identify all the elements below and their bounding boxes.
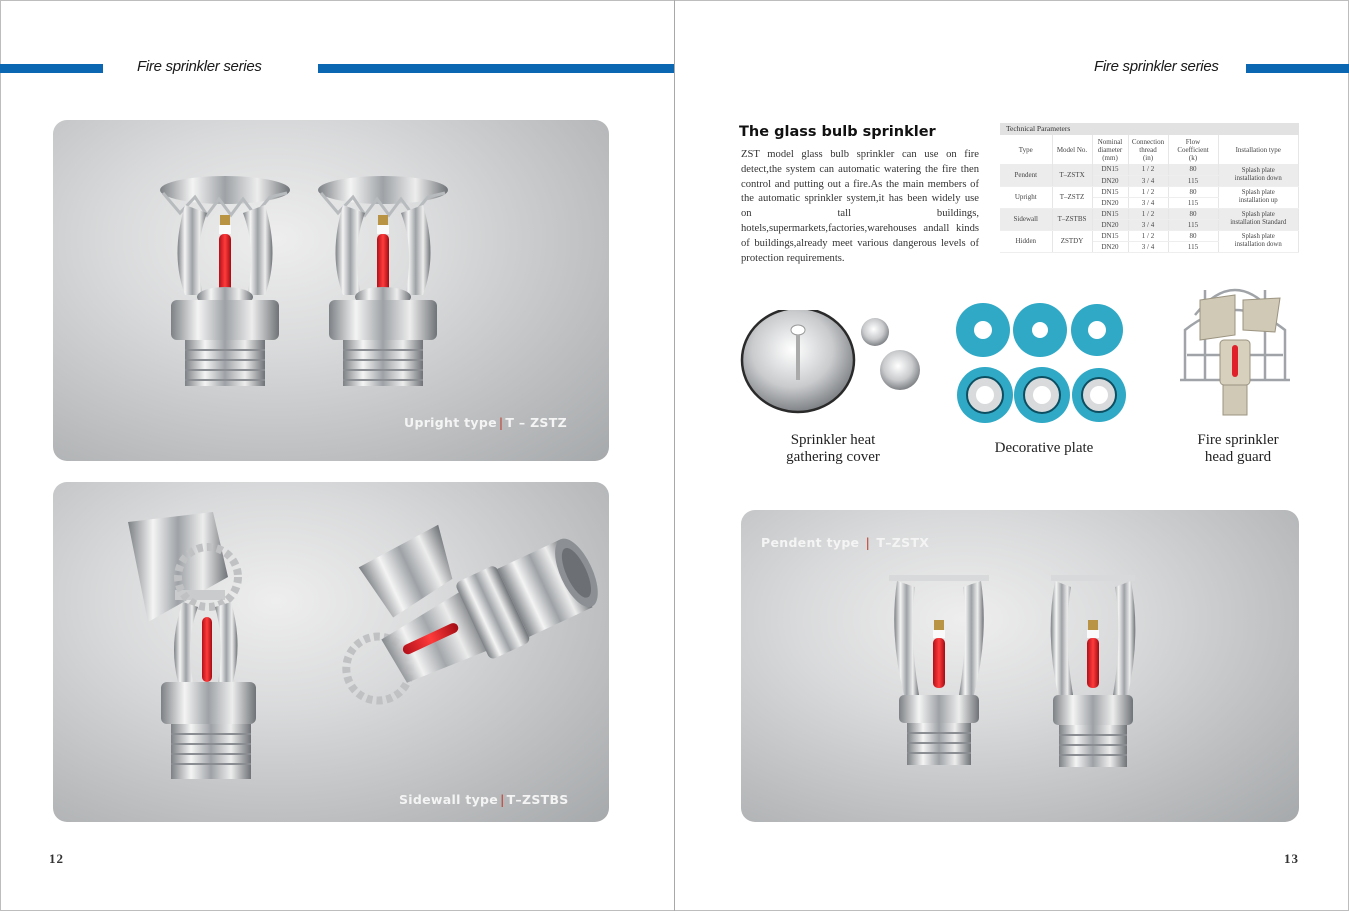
cell-model: ZSTDY xyxy=(1052,230,1092,252)
heat-gathering-cover-image xyxy=(740,310,925,420)
cell-thread: 1 / 2 xyxy=(1128,230,1168,241)
pendent-sprinkler-photo xyxy=(741,510,1299,822)
card-type-text: Pendent type xyxy=(761,535,860,550)
sidewall-sprinkler-photo xyxy=(53,482,609,822)
card-model-text: T–ZSTBS xyxy=(506,792,569,807)
header-bar-right xyxy=(1246,64,1349,73)
cell-thread: 3 / 4 xyxy=(1128,197,1168,208)
page-number-right: 13 xyxy=(1284,851,1299,866)
upright-type-label xyxy=(404,415,567,430)
card-type-text: Upright type xyxy=(404,415,497,430)
cell-model: T–ZSTZ xyxy=(1052,186,1092,208)
upright-sprinklers-image xyxy=(53,120,609,461)
table-caption: Technical Parameters xyxy=(1000,123,1299,135)
cell-diameter: DN15 xyxy=(1092,186,1128,197)
left-series-title: Fire sprinkler series xyxy=(137,58,262,75)
cell-thread: 1 / 2 xyxy=(1128,186,1168,197)
accessory-label-decorative-plate: Decorative plate xyxy=(994,440,1094,456)
cell-thread: 1 / 2 xyxy=(1128,208,1168,219)
cell-installation: Splash plate installation down xyxy=(1218,230,1299,252)
cell-installation: Splash plate installation down xyxy=(1218,164,1299,186)
cell-flow: 115 xyxy=(1168,175,1218,186)
table-header-row xyxy=(1000,135,1299,164)
cell-diameter: DN20 xyxy=(1092,197,1128,208)
cell-thread: 3 / 4 xyxy=(1128,241,1168,252)
cell-diameter: DN20 xyxy=(1092,219,1128,230)
cell-diameter: DN15 xyxy=(1092,164,1128,175)
cell-thread: 3 / 4 xyxy=(1128,219,1168,230)
cell-type: Sidewall xyxy=(1000,208,1052,230)
accessory-label-heat-cover: Sprinkler heat gathering cover xyxy=(786,432,880,465)
technical-parameters-table xyxy=(1000,123,1299,253)
label-separator: | xyxy=(500,792,505,807)
cell-diameter: DN15 xyxy=(1092,208,1128,219)
cell-type: Hidden xyxy=(1000,230,1052,252)
head-guard-image xyxy=(1175,270,1295,420)
cell-flow: 115 xyxy=(1168,241,1218,252)
card-type-text: Sidewall type xyxy=(399,792,499,807)
cell-flow: 80 xyxy=(1168,186,1218,197)
cell-diameter: DN20 xyxy=(1092,175,1128,186)
pendent-sprinklers-image xyxy=(741,510,1299,822)
cell-diameter: DN15 xyxy=(1092,230,1128,241)
table-row xyxy=(1000,164,1299,175)
section-description: ZST model glass bulb sprinkler can use on fire detect,the system can automatic watering the fire then control and putting out a fire.As the main members of the automatic sprinkler system,it has been widely use on tall buildings, hotels,supermarkets,factories,warehouses andall kinds of buildings,already meet various dangerous levels of protection requirements. xyxy=(741,149,979,264)
right-series-title: Fire sprinkler series xyxy=(1094,58,1219,75)
col-header-thread: Connection thread (in) xyxy=(1128,135,1168,164)
cell-flow: 80 xyxy=(1168,164,1218,175)
upright-sprinkler-photo xyxy=(53,120,609,461)
label-separator: | xyxy=(498,415,504,430)
header-bar-left-short xyxy=(0,64,103,73)
col-header-flow: Flow Coefficient (k) xyxy=(1168,135,1218,164)
cell-model: T–ZSTX xyxy=(1052,164,1092,186)
cell-flow: 80 xyxy=(1168,230,1218,241)
col-header-installation: Installation type xyxy=(1218,135,1299,164)
col-header-diameter: Nominal diameter (mm) xyxy=(1092,135,1128,164)
decorative-plate-image xyxy=(955,302,1135,424)
accessory-label-head-guard: Fire sprinkler head guard xyxy=(1197,432,1279,465)
table-row xyxy=(1000,208,1299,219)
sidewall-type-label xyxy=(399,792,569,807)
cell-type: Upright xyxy=(1000,186,1052,208)
cell-installation: Splash plate installation Standard xyxy=(1218,208,1299,230)
cell-flow: 115 xyxy=(1168,197,1218,208)
cell-type: Pendent xyxy=(1000,164,1052,186)
col-header-type: Type xyxy=(1000,135,1052,164)
cell-thread: 1 / 2 xyxy=(1128,164,1168,175)
label-separator: | xyxy=(861,535,875,550)
header-bar-left-long xyxy=(318,64,674,73)
table-row xyxy=(1000,230,1299,241)
card-model-text: T – ZSTZ xyxy=(505,415,567,430)
cell-thread: 3 / 4 xyxy=(1128,175,1168,186)
cell-model: T–ZSTBS xyxy=(1052,208,1092,230)
table-row xyxy=(1000,186,1299,197)
card-model-text: T–ZSTX xyxy=(876,535,930,550)
cell-flow: 80 xyxy=(1168,208,1218,219)
sidewall-sprinklers-image xyxy=(53,482,609,822)
cell-installation: Splash plate installation up xyxy=(1218,186,1299,208)
section-heading: The glass bulb sprinkler xyxy=(739,124,936,140)
page-spine-divider xyxy=(674,0,675,911)
cell-diameter: DN20 xyxy=(1092,241,1128,252)
pendent-type-label xyxy=(761,535,929,550)
page-number-left: 12 xyxy=(49,851,64,866)
col-header-model: Model No. xyxy=(1052,135,1092,164)
cell-flow: 115 xyxy=(1168,219,1218,230)
